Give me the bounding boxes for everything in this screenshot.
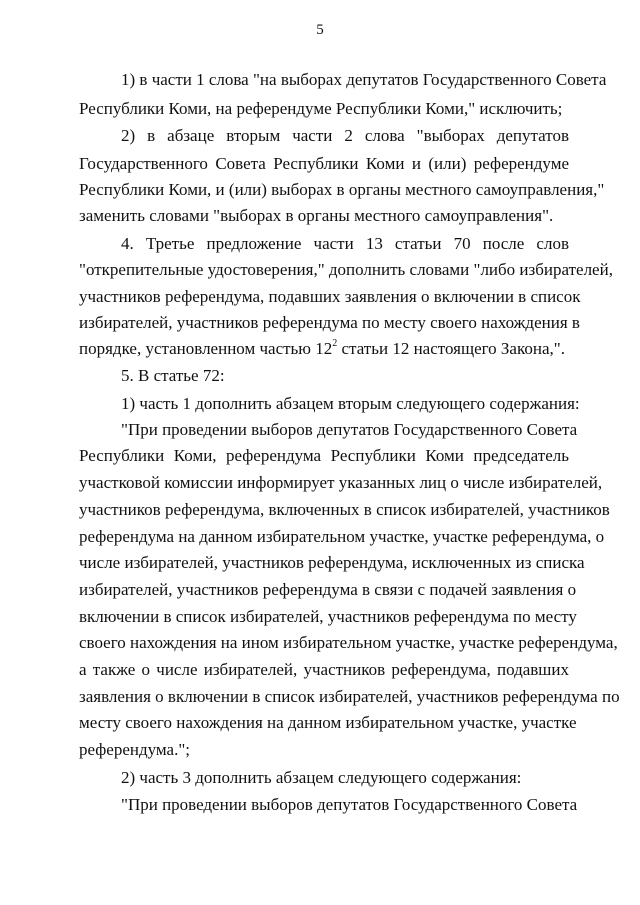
text-after-superscript: статьи 12 настоящего Закона,".	[337, 339, 565, 358]
text-line: числе избирателей, участников референдума, исключенных из списка	[79, 553, 585, 572]
text-line: референдума на данном избирательном участке, участке референдума, о	[79, 527, 605, 546]
text-line: 1) в части 1 слова "на выборах депутатов Государственного Совета	[121, 70, 607, 89]
text-line: Республики Коми, и (или) выборах в органы местного самоуправления,"	[79, 180, 605, 199]
text-line: участковой комиссии информирует указанных лиц о числе избирателей,	[79, 473, 603, 492]
text-line: избирателей, участников референдума по месту своего нахождения в	[79, 313, 580, 332]
text-before-superscript: порядке, установленном частью 12	[79, 339, 333, 358]
text-line: Республики Коми, референдума Республики Коми председатель	[79, 446, 569, 465]
text-line: 2) часть 3 дополнить абзацем следующего содержания:	[121, 768, 522, 787]
text-line-with-superscript	[79, 339, 565, 359]
text-line: избирателей, участников референдума в связи с подачей заявления о	[79, 580, 577, 599]
text-line: заявления о включении в список избирателей, участников референдума по	[79, 687, 620, 706]
text-line: 2) в абзаце вторым части 2 слова "выборах депутатов	[121, 126, 569, 145]
text-line: "При проведении выборов депутатов Государственного Совета	[121, 420, 578, 439]
text-line: заменить словами "выборах в органы местного самоуправления".	[79, 206, 554, 225]
text-line: месту своего нахождения на данном избирательном участке, участке	[79, 713, 577, 732]
superscript: 2	[332, 338, 338, 350]
text-line: своего нахождения на ином избирательном участке, участке референдума,	[79, 633, 618, 652]
text-line: а также о числе избирателей, участников референдума, подавших	[79, 660, 569, 679]
text-line: Государственного Совета Республики Коми и (или) референдуме	[79, 154, 569, 173]
text-line: включении в список избирателей, участников референдума по месту	[79, 607, 577, 626]
text-line: "открепительные удостоверения," дополнить словами "либо избирателей,	[79, 260, 613, 279]
text-line: референдума.";	[79, 740, 190, 759]
text-line: 1) часть 1 дополнить абзацем вторым следующего содержания:	[121, 394, 580, 413]
page-number: 5	[316, 22, 324, 38]
text-line: 4. Третье предложение части 13 статьи 70 после слов	[121, 234, 569, 253]
text-line: участников референдума, включенных в список избирателей, участников	[79, 500, 610, 519]
text-line: "При проведении выборов депутатов Государственного Совета	[121, 795, 578, 814]
text-line: участников референдума, подавших заявления о включении в список	[79, 287, 581, 306]
text-line: 5. В статье 72:	[121, 366, 225, 385]
text-line: Республики Коми, на референдуме Республики Коми," исключить;	[79, 99, 563, 118]
